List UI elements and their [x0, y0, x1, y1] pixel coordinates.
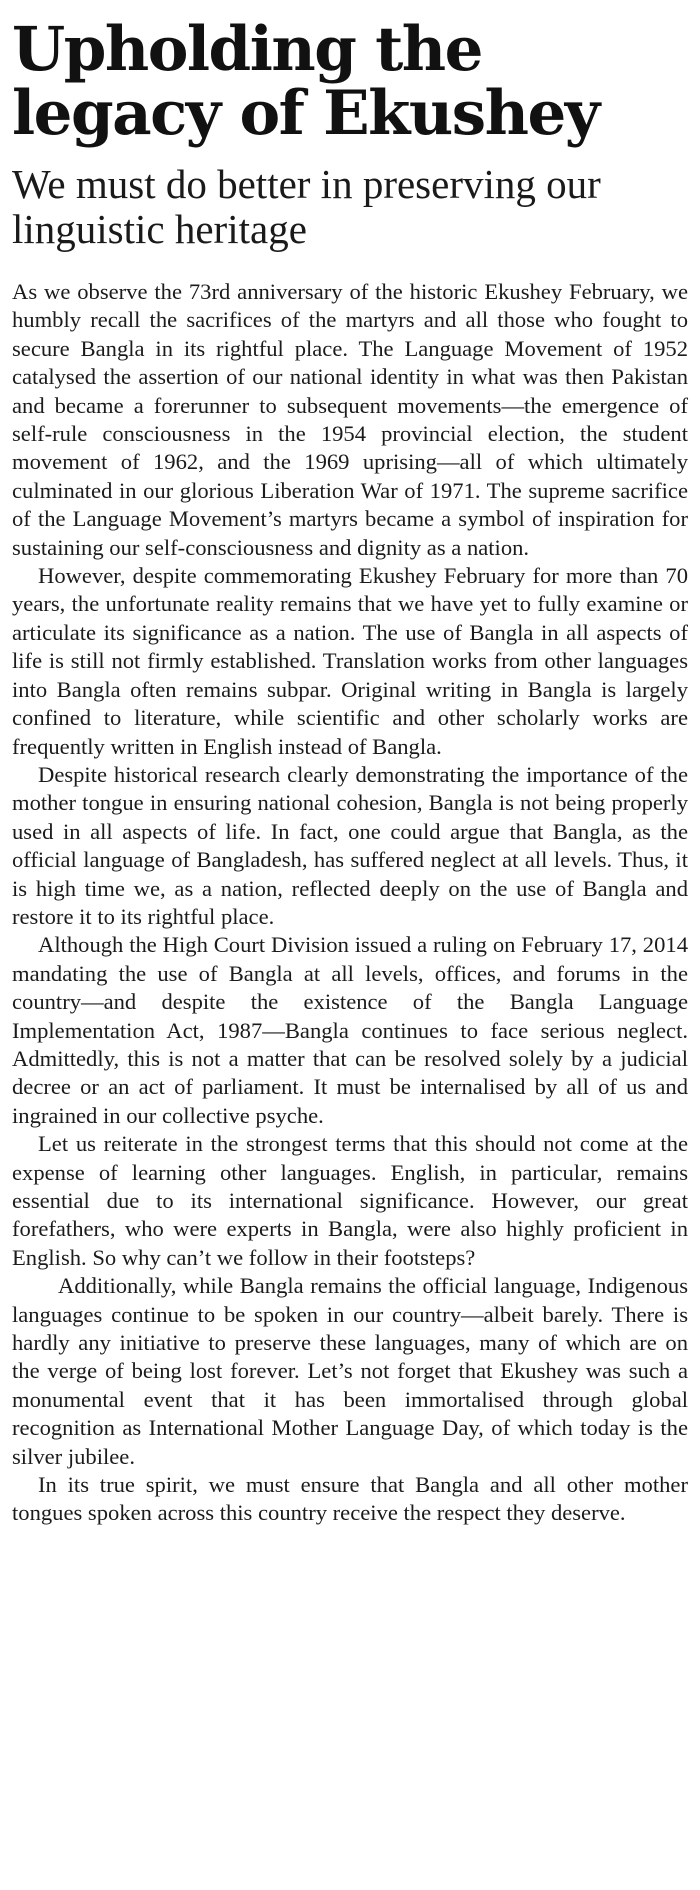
headline: Upholding the legacy of Ekushey [12, 14, 599, 149]
paragraph-6: Additionally, while Bangla remains the official language, Indigenous languages continue to be spoken in our country—albeit barely. There is hardly any initiative to preserve these languages, many of which are on the verge of being lost forever. Let’s not forget that Ekushey was such a monumental event that it has been immortalised through global recognition as International Mother Language Day, of which today is the silver jubilee. [12, 1273, 688, 1469]
paragraph-5: Let us reiterate in the strongest terms that this should not come at the expense of learning other languages. English, in particular, remains essential due to its international significance. However, our great forefathers, who were experts in Bangla, were also highly proficient in English. So why can’t we follow in their footsteps? [12, 1131, 688, 1270]
paragraph-2: However, despite commemorating Ekushey February for more than 70 years, the unfortunate reality remains that we have yet to fully examine or articulate its significance as a nation. The use of Bangla in all aspects of life is still not firmly established. Translation works from other languages into Bangla often remains subpar. Original writing in Bangla is largely confined to literature, while scientific and other scholarly works are frequently written in English instead of Bangla. [12, 563, 688, 759]
subheadline: We must do better in preserving our linguistic heritage [12, 161, 601, 252]
paragraph-3: Despite historical research clearly demonstrating the importance of the mother tongue in ensuring national cohesion, Bangla is not being properly used in all aspects of life. In fact, one could argue that Bangla, as the official language of Bangladesh, has suffered neglect at all levels. Thus, it is high time we, as a nation, reflected deeply on the use of Bangla and restore it to its rightful place. [12, 761, 688, 929]
paragraph-4: Although the High Court Division issued a ruling on February 17, 2014 mandating the use of Bangla at all levels, offices, and forums in the country—and despite the existence of the Bangla Language Implementation Act, 1987—Bangla continues to face serious neglect. Admittedly, this is not a matter that can be resolved solely by a judicial decree or an act of parliament. It must be internalised by all of us and ingrained in our collective psyche. [12, 932, 688, 1128]
article-body [12, 278, 688, 1528]
paragraph-7: In its true spirit, we must ensure that Bangla and all other mother tongues spoken across this country receive the respect they deserve. [12, 1472, 688, 1526]
paragraph-1: As we observe the 73rd anniversary of the historic Ekushey February, we humbly recall the sacrifices of the martyrs and all those who fought to secure Bangla in its rightful place. The Language Movement of 1952 catalysed the assertion of our national identity in what was then Pakistan and became a forerunner to subsequent movements—the emergence of self-rule consciousness in the 1954 provincial election, the student movement of 1962, and the 1969 uprising—all of which ultimately culminated in our glorious Liberation War of 1971. The supreme sacrifice of the Language Movement’s martyrs became a symbol of inspiration for sustaining our self-consciousness and dignity as a nation. [12, 279, 688, 560]
